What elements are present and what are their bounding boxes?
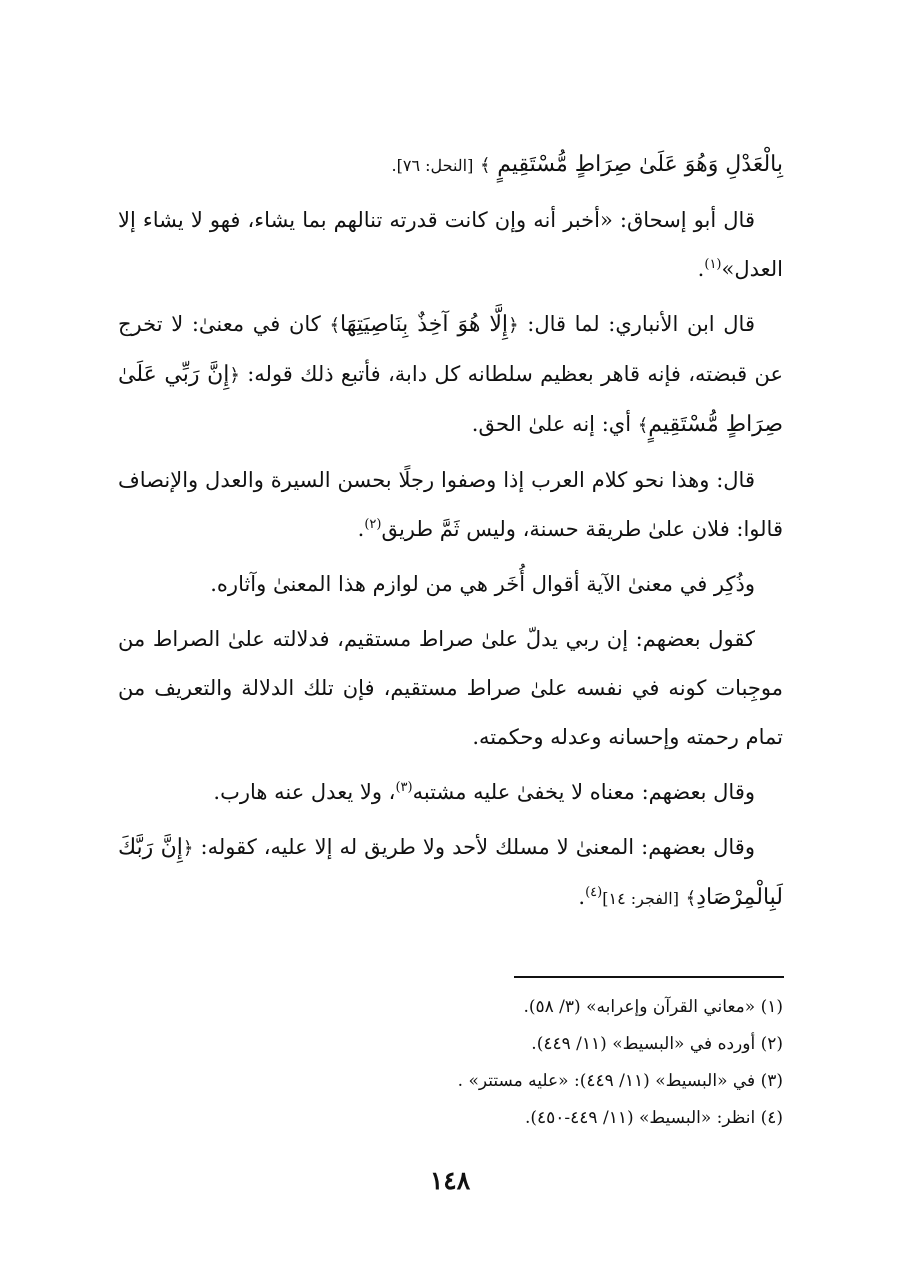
paragraph-1 xyxy=(118,140,783,190)
quran-verse: إِنَّ رَبَّكَ لَبِالْمِرْصَادِ xyxy=(118,835,783,910)
paragraph-text: كان في معنىٰ: لا تخرج عن قبضته، فإنه قاهر بعظيم سلطانه كل دابة، فأتبع ذلك قوله: xyxy=(118,312,784,386)
quran-bracket-open: ﴿ xyxy=(508,315,519,336)
paragraph-end: . xyxy=(357,517,365,541)
footnotes xyxy=(118,992,783,1140)
paragraph-3 xyxy=(118,300,783,450)
paragraph-7 xyxy=(118,768,783,817)
paragraph-end: . xyxy=(578,885,586,909)
quran-verse: إِلَّا هُوَ آخِذٌ بِنَاصِيَتِهَا xyxy=(339,312,509,337)
footnote-2: (٢) أورده في «البسيط» (١١/ ٤٤٩). xyxy=(531,1034,783,1054)
paragraph-text: وقال بعضهم: معناه لا يخفىٰ عليه مشتبه xyxy=(412,780,755,804)
footnote-3: (٣) في «البسيط» (١١/ ٤٤٩): «عليه مستتر» . xyxy=(457,1071,783,1091)
paragraph-5 xyxy=(118,560,783,609)
paragraph-text: وذُكِر في معنىٰ الآية أقوال أُخَر هي من لوازم هذا المعنىٰ وآثاره. xyxy=(210,572,755,596)
quran-bracket-close: ﴾ xyxy=(329,315,340,336)
quran-verse: إِنَّ رَبِّي عَلَىٰ صِرَاطٍ مُّسْتَقِيمٍ xyxy=(118,362,783,437)
page-number: ١٤٨ xyxy=(429,1166,471,1195)
footnote-separator xyxy=(514,976,784,978)
quran-bracket-close: ﴾ xyxy=(685,888,697,909)
footnote-4: (٤) انظر: «البسيط» (١١/ ٤٤٩-٤٥٠). xyxy=(524,1108,783,1128)
paragraph-6 xyxy=(118,615,783,762)
quran-bracket-close: ﴾ xyxy=(480,155,491,176)
paragraph-text: ، ولا يعدل عنه هارب. xyxy=(213,780,396,804)
verse-reference: [الفجر: ١٤] xyxy=(602,889,679,908)
verse-reference: [النحل: ٧٦]. xyxy=(391,156,474,175)
paragraph-end: . xyxy=(697,257,705,281)
paragraph-text: قال ابن الأنباري: لما قال: xyxy=(518,312,755,336)
quran-bracket-open: ﴿ xyxy=(182,838,194,859)
footnote-marker: (٢) xyxy=(364,517,382,532)
paragraph-text: كقول بعضهم: إن ربي يدلّ علىٰ صراط مستقيم، فدلالته علىٰ الصراط من موجِبات كونه في نفسه علىٰ صراط مستقيم، فإن تلك الدلالة والتعريف من تمام رحمته وإحسانه وعدله وحكمته. xyxy=(118,627,783,749)
paragraph-8 xyxy=(118,823,783,923)
paragraph-2 xyxy=(118,196,783,294)
footnote-marker: (٤) xyxy=(585,885,603,900)
quran-bracket-open: ﴿ xyxy=(229,365,240,386)
paragraph-text: قال: وهذا نحو كلام العرب إذا وصفوا رجلًا بحسن السيرة والعدل والإنصاف قالوا: فلان علىٰ طريقة حسنة، وليس ثَمَّ طريق xyxy=(118,468,783,541)
paragraph-text: وقال بعضهم: المعنىٰ لا مسلك لأحد ولا طريق له إلا عليه، كقوله: xyxy=(193,835,755,859)
paragraph-4 xyxy=(118,456,783,554)
paragraph-text: أي: إنه علىٰ الحق. xyxy=(471,412,638,436)
quran-bracket-close: ﴾ xyxy=(637,415,649,436)
page-body xyxy=(118,140,783,929)
footnote-1: (١) «معاني القرآن وإعرابه» (٣/ ٥٨). xyxy=(523,997,783,1017)
quran-verse: بِالْعَدْلِ وَهُوَ عَلَىٰ صِرَاطٍ مُّسْتَقِيمٍ xyxy=(497,152,783,177)
paragraph-text: قال أبو إسحاق: «أخبر أنه وإن كانت قدرته تنالهم بما يشاء، فهو لا يشاء إلا العدل» xyxy=(118,208,783,281)
footnote-marker: (٣) xyxy=(395,780,413,795)
footnote-marker: (١) xyxy=(704,257,722,272)
